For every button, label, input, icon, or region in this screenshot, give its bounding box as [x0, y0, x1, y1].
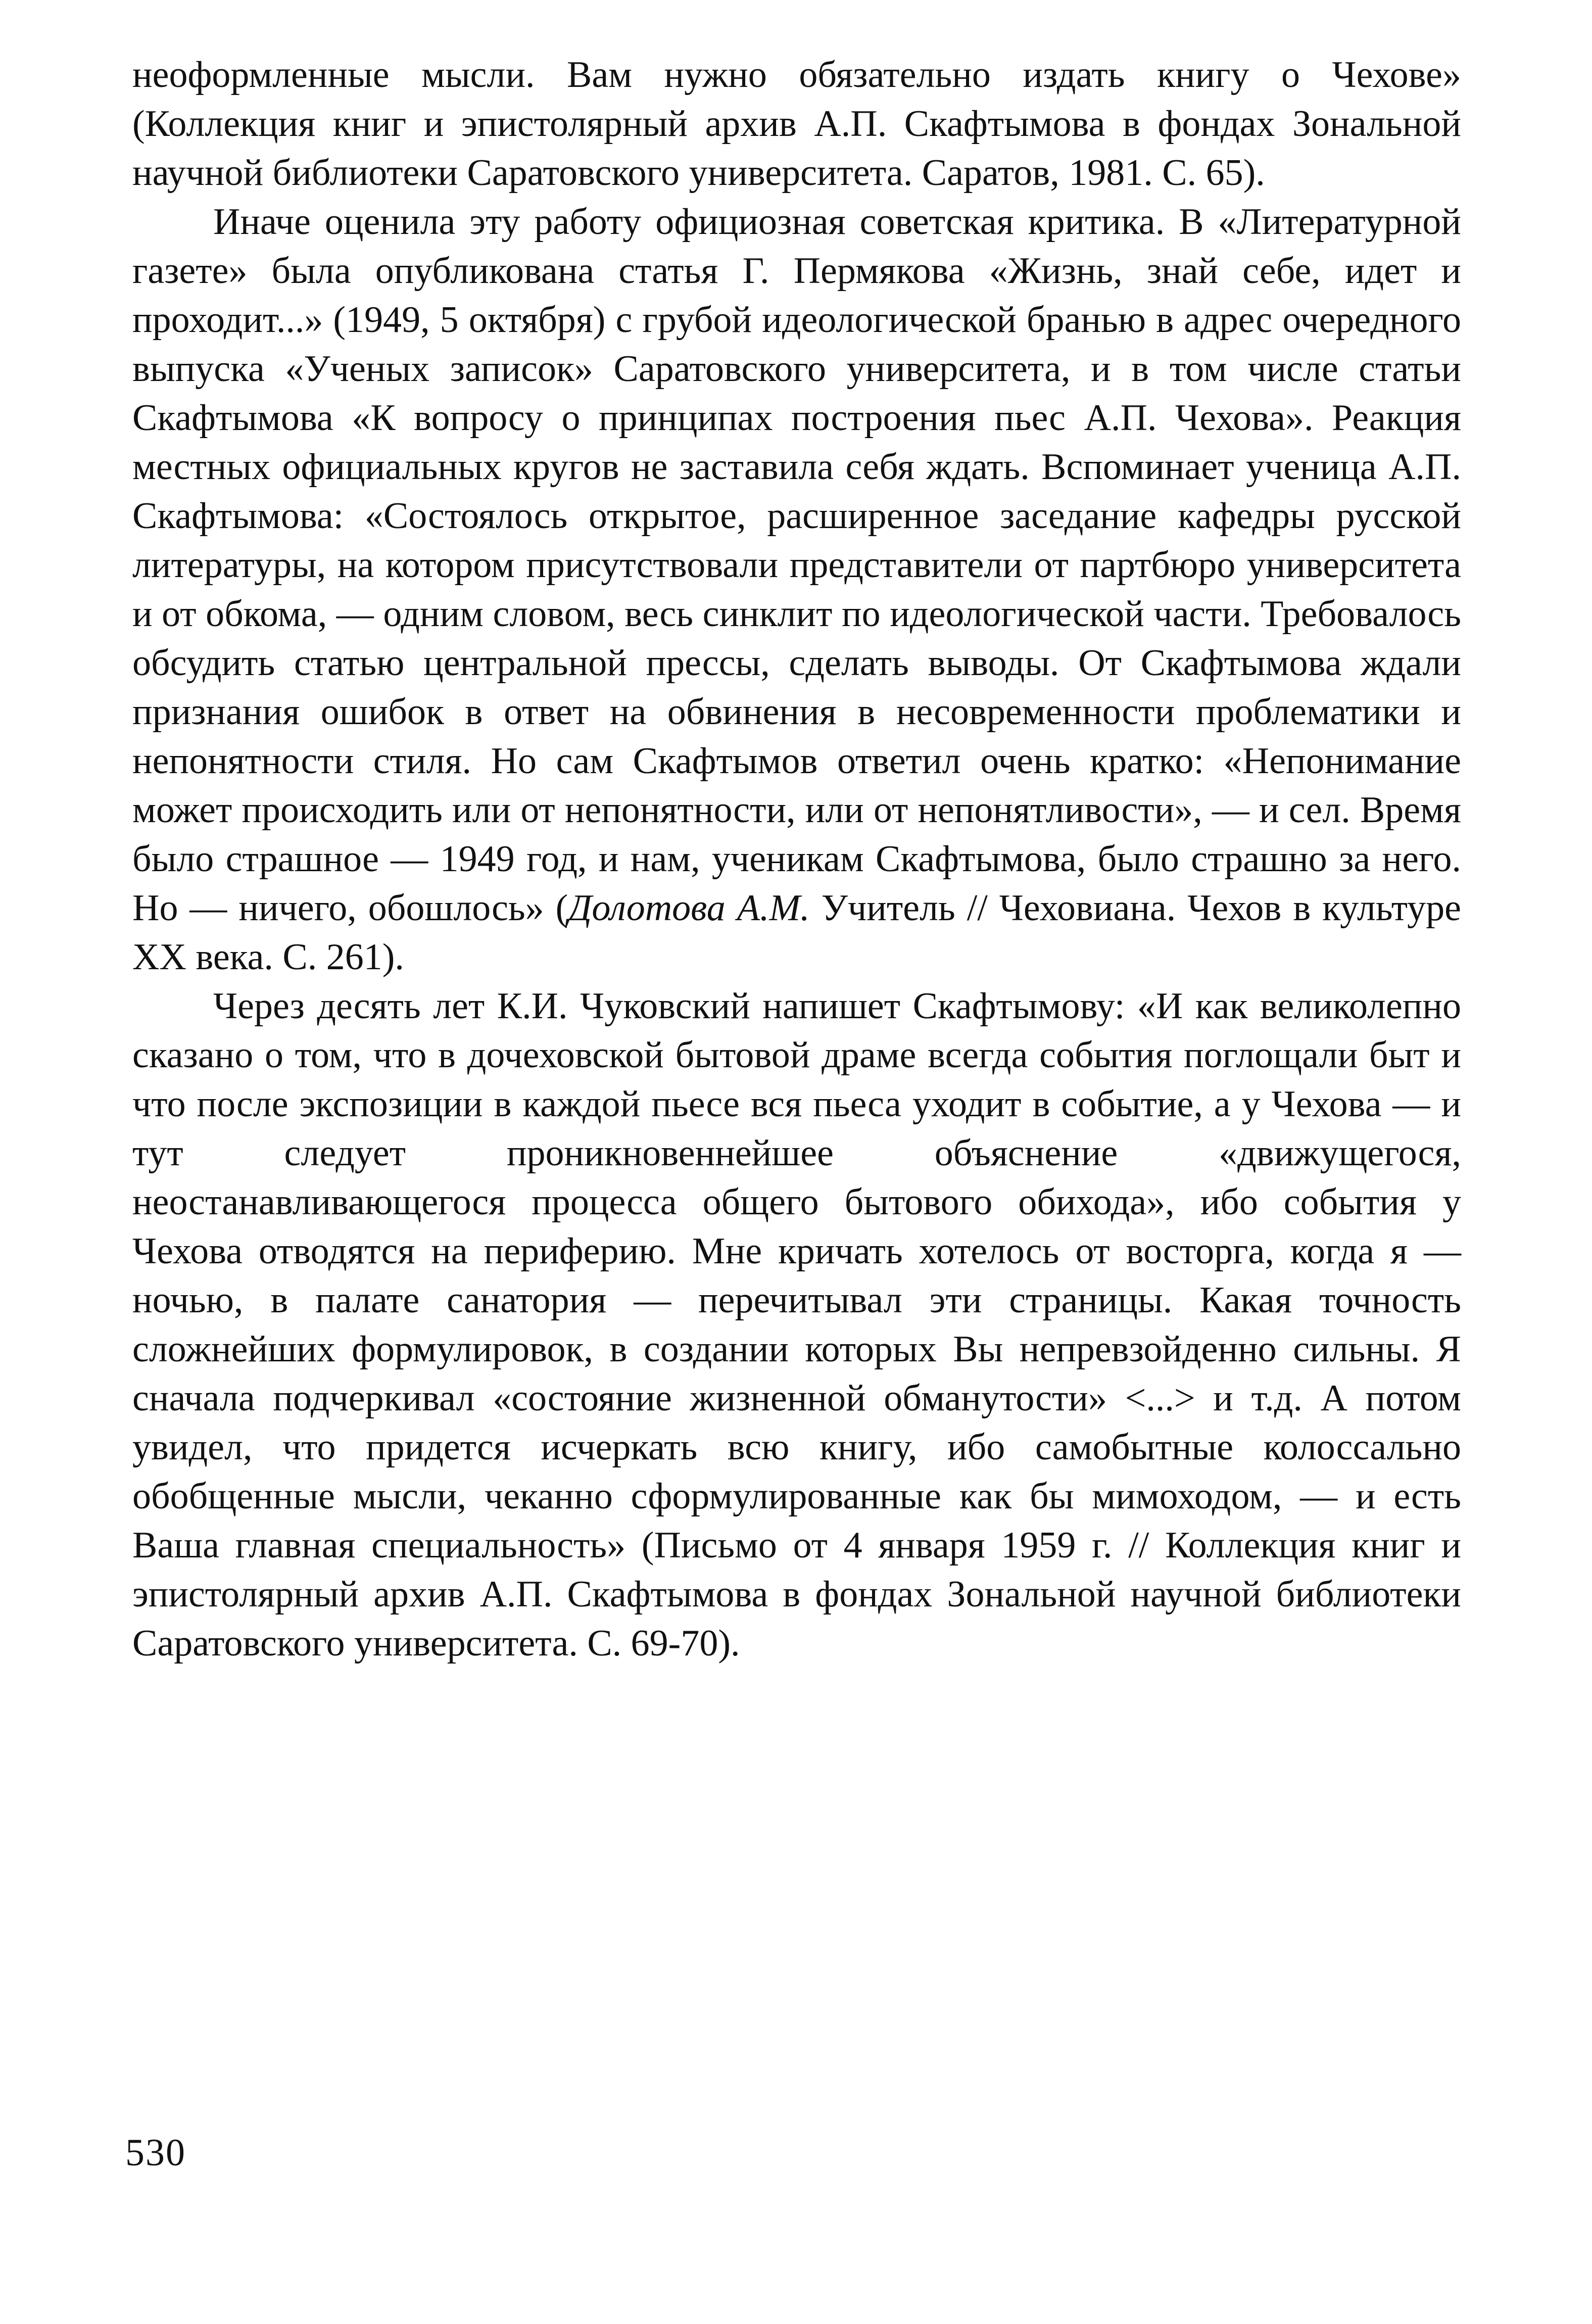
paragraph-2-text: Иначе оценила эту работу официозная советская критика. В «Литературной газете» была опубликована статья Г. Пермякова «Жизнь, знай себе, идет и проходит...» (1949, 5 октября) с грубой идеологической бранью в адрес очередного выпуска «Ученых записок» Саратовского университета, и в том числе статьи Скафтымова «К вопросу о принципах построения пьес А.П. Чехова». Реакция местных официальных кругов не заставила себя ждать. Вспоминает ученица А.П. Скафтымова: «Состоялось открытое, расширенное заседание кафедры русской литературы, на котором присутствовали представители от партбюро университета и от обкома, — одним словом, весь синклит по идеологической части. Требовалось обсудить статью центральной прессы, сделать выводы. От Скафтымова ждали признания ошибок в ответ на обвинения в несовременности проблематики и непонятности стиля. Но сам Скафтымов ответил очень кратко: «Непонимание может происходить или от непонятности, или от непонятливости», — и сел. Время было страшное — 1949 год, и нам, ученикам Скафтымова, было страшно за него. Но — ничего, обошлось» ( [132, 201, 1461, 929]
paragraph-1: неоформленные мысли. Вам нужно обязательно издать книгу о Чехове» (Коллекция книг и эпистолярный архив А.П. Скафтымова в фондах Зональной научной библиотеки Саратовского университета. Саратов, 1981. С. 65). [132, 54, 1461, 194]
paragraph-3: Через десять лет К.И. Чуковский напишет Скафтымову: «И как великолепно сказано о том, что в дочеховской бытовой драме всегда события поглощали быт и что после экспозиции в каждой пьесе вся пьеса уходит в событие, а у Чехова — и тут следует проникновеннейшее объяснение «движущегося, неостанавливающегося процесса общего бытового обихода», ибо события у Чехова отводятся на периферию. Мне кричать хотелось от восторга, когда я — ночью, в палате санатория — перечитывал эти страницы. Какая точность сложнейших формулировок, в создании которых Вы непревзойденно сильны. Я сначала подчеркивал «состояние жизненной обманутости» <...> и т.д. А потом увидел, что придется исчеркать всю книгу, ибо самобытные колоссально обобщенные мысли, чеканно сформулированные как бы мимоходом, — и есть Ваша главная специальность» (Письмо от 4 января 1959 г. // Коллекция книг и эпистолярный архив А.П. Скафтымова в фондах Зональной научной библиотеки Саратовского университета. С. 69-70). [132, 985, 1461, 1664]
body-text [132, 51, 1461, 1668]
citation-author: Долотова А.М. [568, 887, 810, 929]
paragraph-2 [132, 198, 1461, 982]
paragraph-2-citation: Учитель // Чеховиана. Чехов в культуре XX века. С. 261). [132, 887, 1461, 978]
page-number: 530 [125, 2131, 186, 2174]
